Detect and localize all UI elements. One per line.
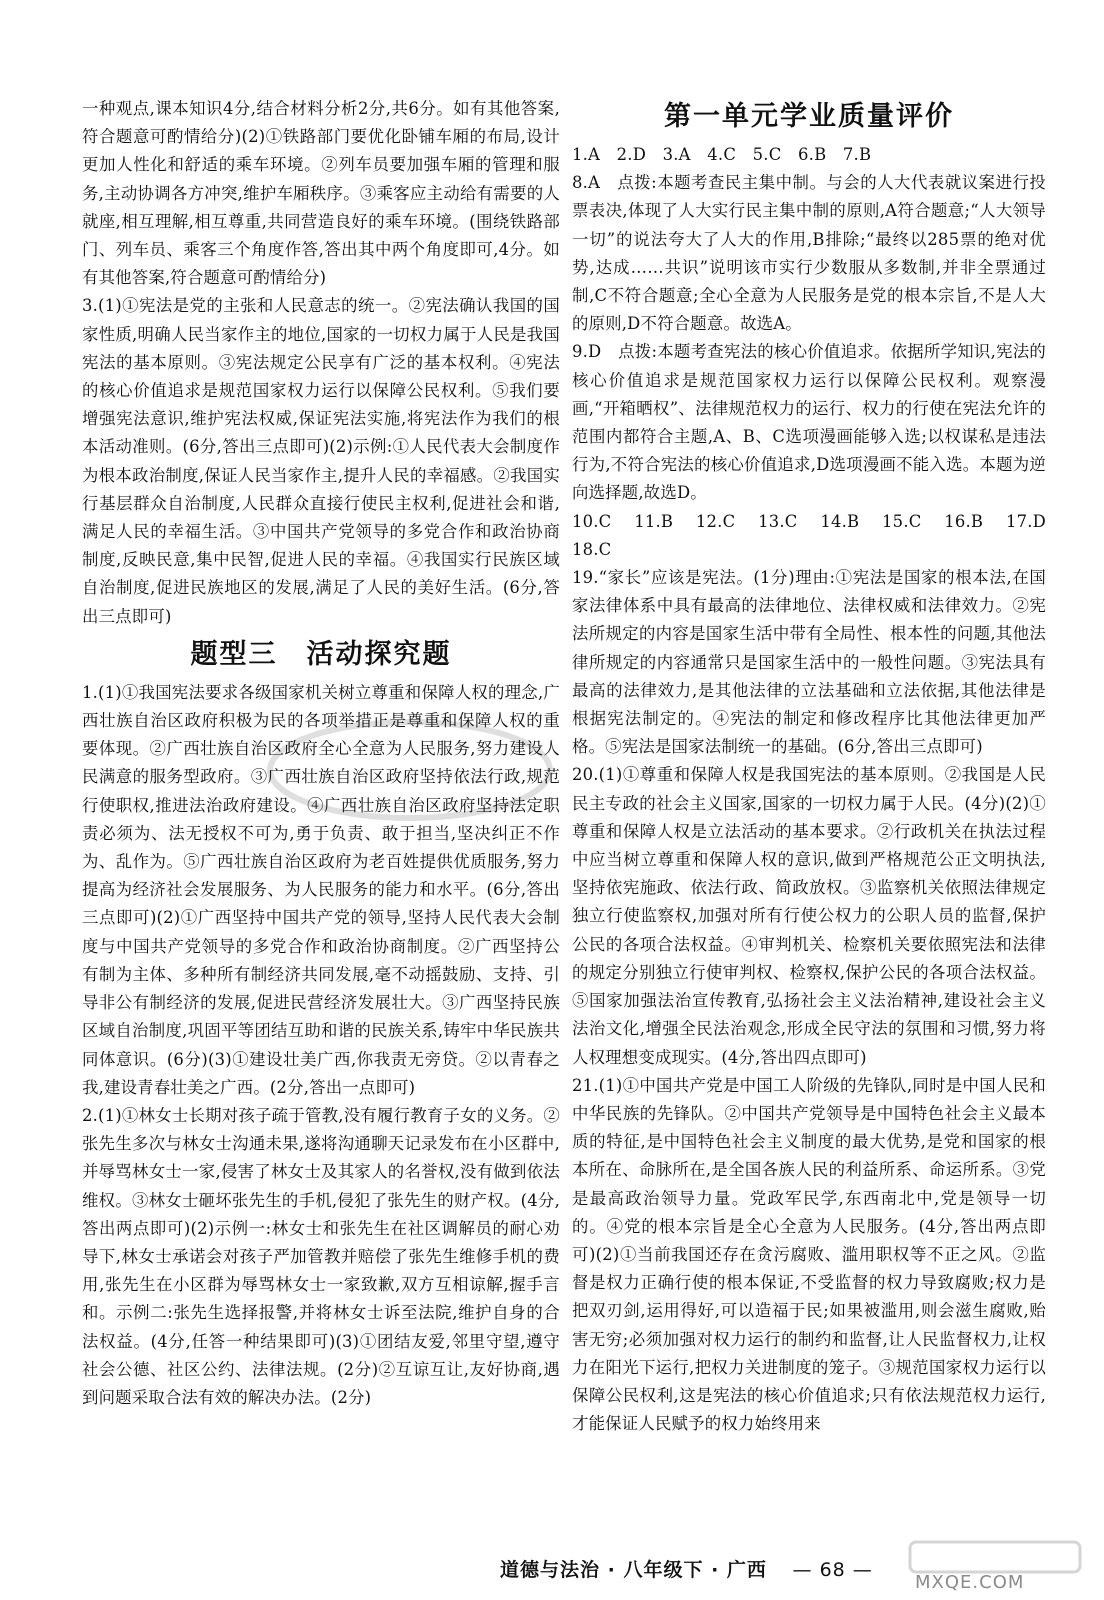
answer-paragraph: 一种观点,课本知识4分,结合材料分析2分,共6分。如有其他答案,符合题意可酌情给分)(2)①铁路部门要优化卧铺车厢的布局,设计更加人性化和舒适的乘车环境。②列车员要加强车厢的管理和服务,主动协调各方冲突,维护车厢秩序。③乘客应主动给有需要的人就座,相互理解,相互尊重,共同营造良好的乘车环境。(围绕铁路部门、列车员、乘客三个角度作答,答出其中两个角度即可,4分。如有其他答案,符合题意可酌情给分) <box>82 99 560 288</box>
page-footer <box>500 1555 873 1582</box>
faint-stamp-watermark <box>260 715 560 825</box>
answer-paragraph: 1.(1)①我国宪法要求各级国家机关树立尊重和保障人权的理念,广西壮族自治区政府积极为民的各项举措正是尊重和保障人权的重要体现。②广西壮族自治区政府全心全意为人民服务,努力建设人民满意的服务型政府。③广西壮族自治区政府坚持依法行政,规范行使职权,推进法治政府建设。④广西壮族自治区政府坚持法定职责必须为、法无授权不可为,勇于负责、敢于担当,坚决纠正不作为、乱作为。⑤广西壮族自治区政府为老百姓提供优质服务,努力提高为经济社会发展服务、为人民服务的能力和水平。(6分,答出三点即可)(2)①广西坚持中国共产党的领导,坚持人民代表大会制度与中国共产党领导的多党合作和政治协商制度。②广西坚持公有制为主体、多种所有制经济共同发展,毫不动摇鼓励、支持、引导非公有制经济的发展,促进民营经济发展壮大。③广西坚持民族区域自治制度,巩固平等团结互助和谐的民族关系,铸牢中华民族共同体意识。(6分)(3)①建设壮美广西,你我责无旁贷。②以青春之我,建设青春壮美之广西。(2分,答出一点即可) <box>82 682 560 1097</box>
answer-paragraph: 2.(1)①林女士长期对孩子疏于管教,没有履行教育子女的义务。②张先生多次与林女士沟通未果,遂将沟通聊天记录发布在小区群中,并辱骂林女士一家,侵害了林女士及其家人的名誉权,没有做到依法维权。③林女士砸坏张先生的手机,侵犯了张先生的财产权。(4分,答出两点即可)(2)示例一:林女士和张先生在社区调解员的耐心劝导下,林女士承诺会对孩子严加管教并赔偿了张先生维修手机的费用,张先生在小区群为辱骂林女士一家致歉,双方互相谅解,握手言和。示例二:张先生选择报警,并将林女士诉至法院,维护自身的合法权益。(4分,任答一种结果即可)(3)①团结友爱,邻里守望,遵守社会公德、社区公约、法律法规。(2分)②互谅互让,友好协商,遇到问题采取合法有效的解决办法。(2分) <box>82 1105 560 1407</box>
answer-paragraph: 8.A 点拨:本题考查民主集中制。与会的人大代表就议案进行投票表决,体现了人大实行民主集中制的原则,A符合题意;“人大领导一切”的说法夸大了人大的作用,B排除;“最终以285票的绝对优势,达成……共识”说明该市实行少数服从多数制,并非全票通过制,C不符合题意;全心全意为人民服务是党的根本宗旨,不是人大的原则,D不符合题意。故选A。 <box>572 173 1046 334</box>
section-heading: 题型三 活动探究题 <box>190 638 452 670</box>
watermark-text: MXQE.COM <box>915 1572 1025 1593</box>
answer-paragraph: 3.(1)①宪法是党的主张和人民意志的统一。②宪法确认我国的国家性质,明确人民当家作主的地位,国家的一切权力属于人民是我国宪法的基本原则。③宪法规定公民享有广泛的基本权利。④宪法的核心价值追求是规范国家权力运行以保障公民权利。⑤我们要增强宪法意识,维护宪法权威,保证宪法实施,将宪法作为我们的根本活动准则。(6分,答出三点即可)(2)示例:①人民代表大会制度作为根本政治制度,保证人民当家作主,提升人民的幸福感。②我国实行基层群众自治制度,人民群众直接行使民主权利,促进社会和谐,满足人民的幸福生活。③中国共产党领导的多党合作和政治协商制度,反映民意,集中民智,促进人民的幸福。④我国实行民族区域自治制度,促进民族地区的发展,满足了人民的美好生活。(6分,答出三点即可) <box>82 296 560 626</box>
answer-paragraph: 20.(1)①尊重和保障人权是我国宪法的基本原则。②我国是人民民主专政的社会主义国家,国家的一切权力属于人民。(4分)(2)①尊重和保障人权是立法活动的基本要求。②行政机关在执法过程中应当树立尊重和保障人权的意识,做到严格规范公正文明执法,坚持依宪施政、依法行政、简政放权。③监察机关依照法律规定独立行使监察权,加强对所有行使公权力的公职人员的监督,保护公民的各项合法权益。④审判机关、检察机关要依照宪法和法律的规定分别独立行使审判权、检察权,保护公民的各项合法权益。⑤国家加强法治宣传教育,弘扬社会主义法治精神,建设社会主义法治文化,增强全民法治观念,形成全民守法的氛围和习惯,努力将人权理想变成现实。(4分,答出四点即可) <box>572 765 1046 1067</box>
answer-paragraph: 9.D 点拨:本题考查宪法的核心价值追求。依据所学知识,宪法的核心价值追求是规范国家权力运行以保障公民权利。观察漫画,“开箱晒权”、法律规范权力的运行、权力的行使在宪法允许的范围内都符合主题,A、B、C选项漫画能够入选;以权谋私是违法行为,不符合宪法的核心价值追求,D选项漫画不能入选。本题为逆向选择题,故选D。 <box>572 342 1046 503</box>
answer-paragraph: 21.(1)①中国共产党是中国工人阶级的先锋队,同时是中国人民和中华民族的先锋队。②中国共产党领导是中国特色社会主义最本质的特征,是中国特色社会主义制度的最大优势,是党和国家的根本所在、命脉所在,是全国各族人民的利益所系、命运所系。③党是最高政治领导力量。党政军民学,东西南北中,党是领导一切的。④党的根本宗旨是全心全意为人民服务。(4分,答出两点即可)(2)①当前我国还存在贪污腐败、滥用职权等不正之风。②监督是权力正确行使的根本保证,不受监督的权力导致腐败;权力是把双刃剑,运用得好,可以造福于民;如果被滥用,则会滋生腐败,贻害无穷;必须加强对权力运行的制约和监督,让人民监督权力,让权力在阳光下运行,把权力关进制度的笼子。③规范国家权力运行以保障公民权利,这是宪法的核心价值追求;只有依法规范权力运行,才能保证人民赋予的权力始终用来 <box>572 1075 1046 1434</box>
answer-line: 10.C 11.B 12.C 13.C 14.B 15.C 16.B 17.D 18.C <box>572 511 1063 559</box>
answer-paragraph: 19.“家长”应该是宪法。(1分)理由:①宪法是国家的根本法,在国家法律体系中具有最高的法律地位、法律权威和法律效力。②宪法所规定的内容是国家生活中带有全局性、根本性的问题,其他法律所规定的内容通常只是国家生活中的一般性问题。③宪法具有最高的法律效力,是其他法律的立法基础和立法依据,其他法律是根据宪法制定的。④宪法的制定和修改程序比其他法律更加严格。⑤宪法是国家法制统一的基础。(6分,答出三点即可) <box>572 568 1046 757</box>
footer-title: 道德与法治 · 八年级下 · 广西 <box>500 1559 767 1581</box>
answer-line: 1.A 2.D 3.A 4.C 5.C 6.B 7.B <box>572 145 872 164</box>
unit-heading: 第一单元学业质量评价 <box>664 101 954 132</box>
right-column <box>572 95 1063 1438</box>
page-number: — 68 — <box>792 1559 873 1581</box>
